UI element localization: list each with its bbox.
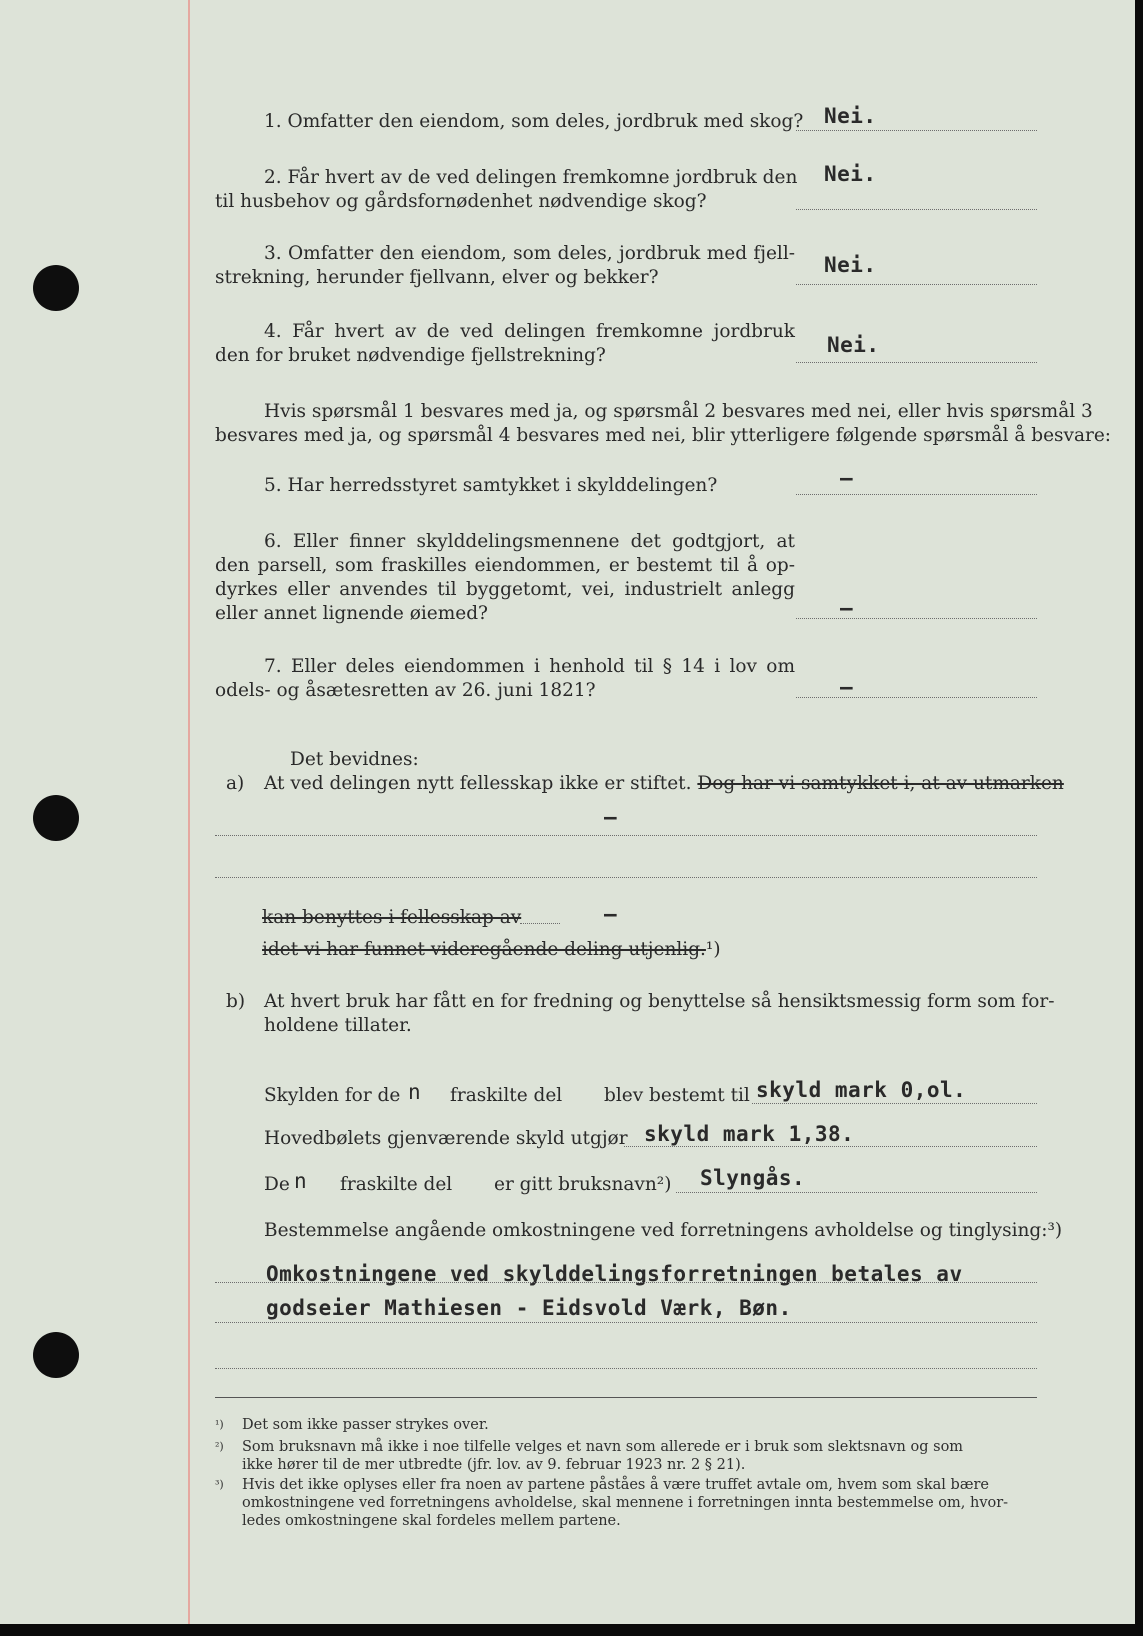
condition-paragraph: Hvis spørsmål 1 besvares med ja, og spørsmål 2 besvares med nei, eller hvis spørsmål 3 besvares med ja, og spørsmål 4 besvares med nei, blir ytterligere følgende spørsmål å besvare: xyxy=(215,401,1112,446)
struck-line-1-dash: – xyxy=(604,902,618,926)
answer-line xyxy=(796,209,1037,210)
attest-a-label: a) xyxy=(226,773,245,794)
hovedbol-skyld-value: skyld mark 1,38. xyxy=(644,1122,855,1146)
bruksnavn-value: Slyngås. xyxy=(700,1166,806,1190)
answer-7: – xyxy=(840,675,854,699)
skyld-line-3-hand: n xyxy=(294,1169,308,1193)
answer-line xyxy=(215,1322,1037,1323)
attest-a-dash: – xyxy=(604,805,618,829)
answer-line xyxy=(215,1368,1037,1369)
answer-line xyxy=(796,618,1037,619)
answer-line xyxy=(796,697,1037,698)
answer-4: Nei. xyxy=(827,333,880,357)
attest-blank-line xyxy=(215,877,1037,878)
struck-line-1: kan benyttes i fellesskap av xyxy=(262,907,522,928)
answer-6: – xyxy=(840,596,854,620)
question-5: 5. Har herredsstyret samtykket i skylddelingen? xyxy=(264,475,718,496)
cost-line-1: Omkostningene ved skylddelingsforretningen betales av xyxy=(266,1262,963,1286)
question-4: 4. Får hvert av de ved delingen fremkomne jordbruk den for bruket nødvendige fjellstrekning? xyxy=(215,321,795,366)
struck-line-2: idet vi har funnet videregående deling utjenlig.¹) xyxy=(262,939,721,960)
answer-line xyxy=(796,130,1037,131)
answer-2: Nei. xyxy=(824,162,877,186)
question-7: 7. Eller deles eiendommen i henhold til § 14 i lov om odels- og åsætesretten av 26. juni 1821? xyxy=(215,656,795,701)
question-1: 1. Omfatter den eiendom, som deles, jordbruk med skog? xyxy=(264,111,804,132)
skyld-line-3-post: er gitt bruksnavn²) xyxy=(494,1174,672,1195)
attest-a-struck: Dog har vi samtykket i, at av utmarken xyxy=(697,773,1064,794)
punch-hole xyxy=(33,795,79,841)
question-3: 3. Omfatter den eiendom, som deles, jordbruk med fjell- strekning, herunder fjellvann, elver og bekker? xyxy=(215,243,795,288)
attest-a-text: At ved delingen nytt fellesskap ikke er stiftet. Dog har vi samtykket i, at av utmarken xyxy=(264,773,1064,794)
margin-line xyxy=(188,0,190,1624)
attest-b-text: At hvert bruk har fått en for fredning og benyttelse så hensiktsmessig form som for- holdene tillater. xyxy=(264,991,1055,1036)
struck-line-1-blank xyxy=(520,923,560,924)
document-page: 1. Omfatter den eiendom, som deles, jordbruk med skog? Nei. 2. Får hvert av de ved delingen fremkomne jordbruk den til husbehov og gårdsfornødenhet nødvendige skog? Nei. 3. Omfatter den eiendom, som deles, jordbruk med fjell- strekning, herunder fjellvann, elver og bekker? Nei. 4. Får hvert av de ved delingen fremkomne jordbruk den for bruket nødvendige fjellstrekning? Nei. Hvis spørsmål 1 besvares med ja, og spørsmål 2 besvares med nei, eller hvis spørsmål 3 besvares med ja, og spørsmål 4 besvares med nei, blir ytterligere følgende spørsmål å besvare: 5. Har herredsstyret samtykket i skylddelingen? – 6. Eller finner skylddelingsmennene det godtgjort, at den parsell, som fraskilles eiendommen, er bestemt til å op- dyrkes eller anvendes til byggetomt, vei, industrielt anlegg eller annet lignende øiemed? – 7. Eller deles eiendommen i henhold til § 14 i lov om odels- og åsætesretten av 26. juni 1821? – Det bevidnes: a) At ved delingen nytt fellesskap ikke er stiftet. Dog har vi samtykket i, at av utmarken – kan benyttes i fellesskap av – idet vi har funnet videregående deling utjenlig.¹) b) At hvert bruk har fått en for fredning og benyttelse så hensiktsmessig form som for- holdene tillater. Skylden for de n fraskilte del blev bestemt til skyld mark 0,ol. Hovedbølets gjenværende skyld utgjør skyld mark 1,38. De n fraskilte del er gitt bruksnavn²) Slyngås. Bestemmelse angående omkostningene ved forretningens avholdelse og tinglysing:³) Omkostningene ved skylddelingsforretningen betales av godseier Mathiesen - Eidsvold Værk, Bøn. ¹) Det som ikke passer strykes over. ²) Som bruksnavn må ikke i noe tilfelle velges et navn som allerede er i bruk som slektsnavn og som ikke hører til de mer utbredte (jfr. lov. av 9. februar 1923 nr. 2 § 21). ³) Hvis det ikke oplyses eller fra noen av partene påståes å være truffet avtale om, hvem som skal bære omkostningene ved forretningens avholdelse, skal mennene i forretningen innta bestemmelse om, hvor- ledes omkostningene skal fordeles mellem partene. xyxy=(0,0,1135,1624)
answer-line xyxy=(752,1103,1037,1104)
footnote-divider xyxy=(215,1397,1037,1398)
answer-1: Nei. xyxy=(824,104,877,128)
skyld-line-3-mid: fraskilte del xyxy=(340,1174,453,1195)
attest-heading: Det bevidnes: xyxy=(290,749,419,770)
attest-blank-line xyxy=(215,835,1037,836)
answer-3: Nei. xyxy=(824,253,877,277)
answer-line xyxy=(796,362,1037,363)
answer-line xyxy=(676,1192,1037,1193)
question-6: 6. Eller finner skylddelingsmennene det godtgjort, at den parsell, som fraskilles eiendommen, er bestemt til å op- dyrkes eller anvendes til byggetomt, vei, industrielt anlegg eller annet lignende øiemed? xyxy=(215,531,795,624)
answer-line xyxy=(215,1282,1037,1283)
skyld-line-1-hand: n xyxy=(408,1080,422,1104)
question-2: 2. Får hvert av de ved delingen fremkomne jordbruk den til husbehov og gårdsfornødenhet nødvendige skog? xyxy=(215,167,798,212)
punch-hole xyxy=(33,265,79,311)
answer-line xyxy=(624,1146,1037,1147)
answer-line xyxy=(796,494,1037,495)
answer-line xyxy=(796,284,1037,285)
cost-line-2: godseier Mathiesen - Eidsvold Værk, Bøn. xyxy=(266,1296,792,1320)
skyld-line-1-mid: fraskilte del xyxy=(450,1085,563,1106)
punch-hole xyxy=(33,1332,79,1378)
skyld-line-3-pre: De xyxy=(264,1174,290,1195)
cost-heading: Bestemmelse angående omkostningene ved forretningens avholdelse og tinglysing:³) xyxy=(264,1220,1063,1241)
skyld-value: skyld mark 0,ol. xyxy=(756,1078,967,1102)
skyld-line-2-pre: Hovedbølets gjenværende skyld utgjør xyxy=(264,1128,628,1149)
attest-b-label: b) xyxy=(226,991,246,1012)
answer-5: – xyxy=(840,466,854,490)
skyld-line-1-post: blev bestemt til xyxy=(604,1085,750,1106)
skyld-line-1-pre: Skylden for de xyxy=(264,1085,401,1106)
